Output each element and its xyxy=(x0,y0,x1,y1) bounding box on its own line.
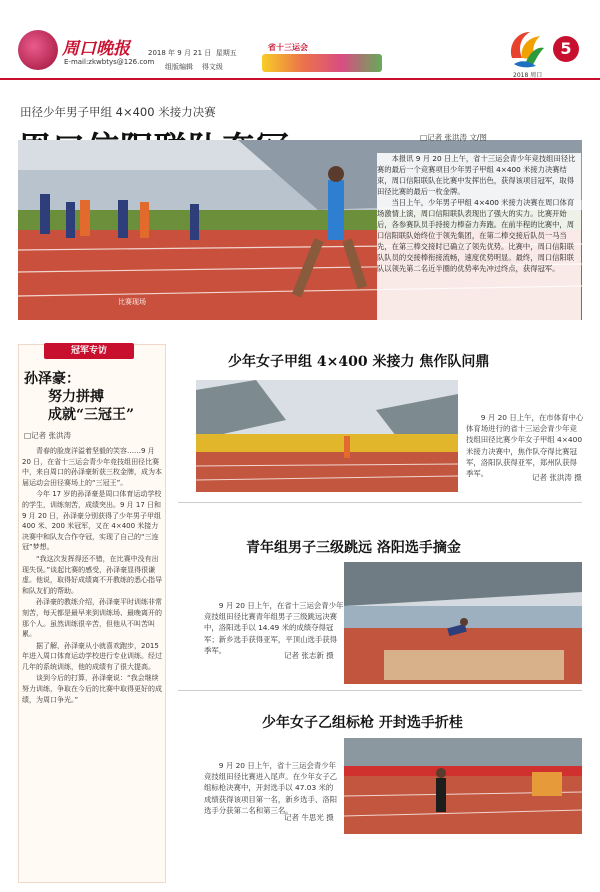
javelin-headline: 少年女子乙组标枪 开封选手折桂 xyxy=(262,715,463,731)
profile-headline-2: 成就“三冠王” xyxy=(48,407,135,423)
games-emblem-icon xyxy=(506,28,546,70)
javelin-credit: 记者 牛思光 摄 xyxy=(284,813,334,822)
triple-jump-photo xyxy=(344,562,582,684)
editor-line xyxy=(165,62,223,72)
profile-article xyxy=(22,446,162,706)
lead-article xyxy=(377,153,581,323)
proofreader: 得文级 xyxy=(201,63,223,71)
relay-credit: 记者 张洪涛 摄 xyxy=(532,473,582,482)
email: E-mail:zkwbtys@126.com xyxy=(64,58,155,66)
jump-article xyxy=(204,600,344,656)
section-divider xyxy=(178,690,582,691)
page-number: 5 xyxy=(553,36,579,62)
jump-credit: 记者 张志新 摄 xyxy=(284,651,334,660)
profile-paragraph: 谈到今后的打算，孙泽豪说：“我会继续努力训练，争取在今后的比赛中取得更好的成绩，为周口争光。” xyxy=(22,674,162,704)
jump-headline: 青年组男子三级跳远 洛阳选手摘金 xyxy=(246,540,461,556)
profile-paragraph: “我这次发挥得还不错，在比赛中没有出现失误。”谈起比赛的感受，孙泽豪显得很谦虚。他说，取得好成绩离不开教练的悉心指导和队友们的帮助。 xyxy=(22,554,162,595)
event-banner xyxy=(262,54,382,72)
profile-name: 孙泽豪： xyxy=(24,371,80,387)
relay-paragraph: 9 月 20 日上午，在市体育中心体育场进行的省十三运会青少年竞技组田径比赛少年女子甲组 4×400 米接力决赛中，焦作队夺得比赛冠军，洛阳队获得亚军，郑州队获得季军。 xyxy=(466,413,584,479)
photo-tag: 比赛现场 xyxy=(118,298,146,306)
lead-paragraph: 本报讯 9 月 20 日上午，省十三运会青少年竞技组田径比赛的最后一个竞赛项目少年男子甲组 4×400 米接力决赛结束，周口信阳联队在比赛中发挥出色，获得该项目冠军，取得田径比赛的最后一枚金牌。 xyxy=(377,154,576,196)
column-label: 冠军专访 xyxy=(44,343,134,359)
relay-photo xyxy=(196,380,458,492)
profile-paragraph: 青春的脸庞洋溢着坚毅的笑容……9 月 20 日，在省十三运会青少年竞技组田径比赛中，来自周口的孙泽豪斩获三枚金牌，成为本届运动会田径赛场上的“三冠王”。 xyxy=(22,447,162,487)
mascot-logo-icon xyxy=(18,30,58,70)
javelin-photo xyxy=(344,738,582,834)
lead-paragraph: 当日上午，少年男子甲组 4×400 米接力决赛在周口体育场激情上演，周口信阳联队表现出了强大的实力。比赛开始后，各参赛队员手持接力棒奋力奔跑。在前半程的比赛中，周口信阳联队始终位于领先集团，在第二棒交接后队员一马当先，在第三棒交接时已确立了领先优势。比赛中，周口信阳联队队员的交接棒衔接流畅，速度优势明显。最终，周口信阳联队以领先第二名近半圈的优势率先冲过终点，获得冠军。 xyxy=(377,198,575,273)
lead-credit: □记者 张洪涛 文/图 xyxy=(420,133,487,142)
javelin-article xyxy=(204,760,340,816)
javelin-paragraph: 9 月 20 日上午，省十三运会青少年竞技组田径比赛进入尾声。在少年女子乙组标枪决赛中，开封选手以 47.03 米的成绩获得该项目第一名，新乡选手、洛阳选手分获第二名和第三名。 xyxy=(204,761,338,815)
profile-paragraph: 据了解，孙泽豪从小就喜欢跑步，2015 年进入周口体育运动学校进行专业训练。经过几年的系统训练，他的成绩有了很大提高。 xyxy=(22,641,162,671)
weekday: 星期五 xyxy=(215,49,237,57)
profile-byline: □记者 张洪涛 xyxy=(24,431,71,440)
event-label: 省十三运会 xyxy=(268,43,308,52)
profile-paragraph: 今年 17 岁的孙泽豪是周口体育运动学校的学生，训练刻苦，成绩突出。9 月 17 日和 9 月 20 日，孙泽豪分别获得了少年男子甲组 400 米、200 米冠军，又在 4×400 米接力决赛中和队友合作夺冠，实现了自己的“三连冠”梦想。 xyxy=(22,490,162,552)
profile-paragraph: 孙泽豪的教练介绍，孙泽豪平时训练非常刻苦，每天都是最早来到训练场、最晚离开的那个人。虽然训练很辛苦，但他从不叫苦叫累。 xyxy=(22,598,162,639)
section-divider xyxy=(178,502,582,503)
editor: 组版编辑 xyxy=(165,63,193,71)
paper-name: 周口晚报 xyxy=(62,39,130,59)
relay-article xyxy=(466,412,584,479)
lead-subtitle: 田径少年男子甲组 4×400 米接力决赛 xyxy=(20,105,216,119)
date-line xyxy=(148,48,237,58)
profile-headline-1: 努力拼搏 xyxy=(48,389,104,405)
emblem-year: 2018 周口 xyxy=(513,72,543,79)
relay-headline: 少年女子甲组 4×400 米接力 焦作队问鼎 xyxy=(228,354,490,370)
issue-date: 2018 年 9 月 21 日 xyxy=(148,49,212,57)
jump-paragraph: 9 月 20 日上午，在省十三运会青少年竞技组田径比赛青年组男子三级跳远决赛中，洛阳选手以 14.49 米的成绩夺得冠军；新乡选手获得亚军，平顶山选手获得季军。 xyxy=(204,601,344,655)
